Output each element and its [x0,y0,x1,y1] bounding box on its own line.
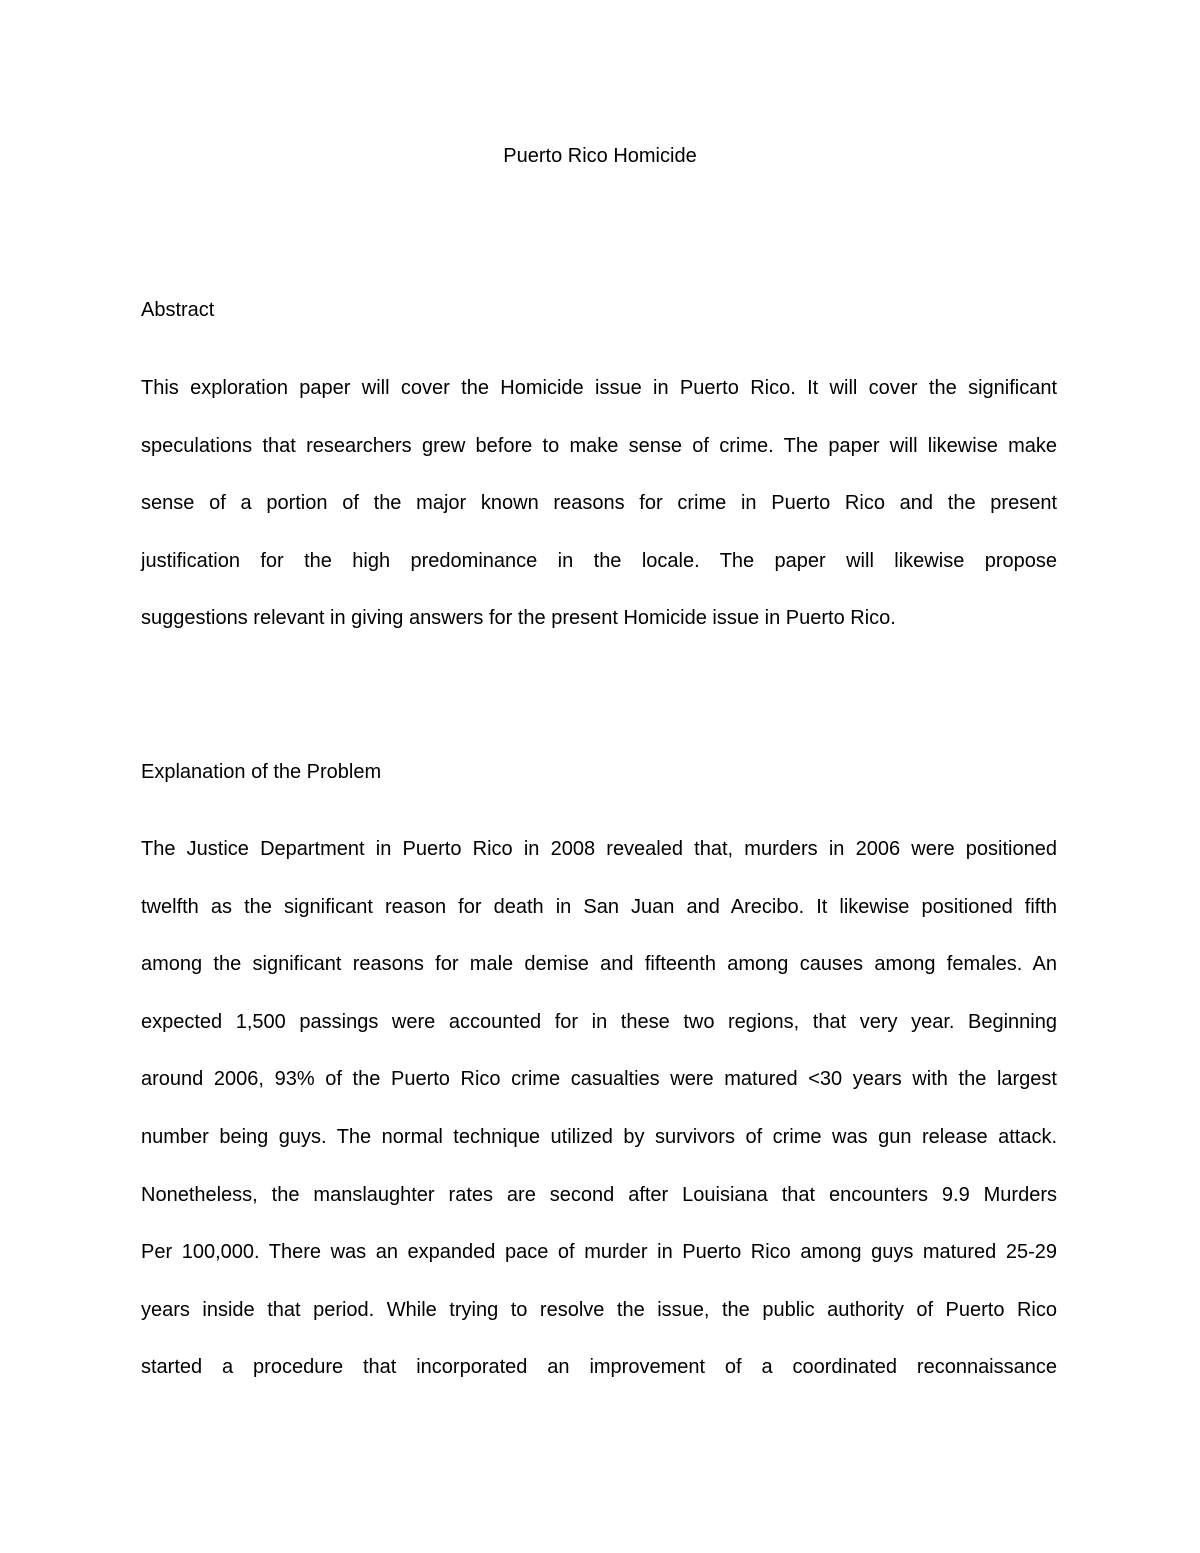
abstract-line: sense of a portion of the major known reasons for crime in Puerto Rico and the present [141,492,1057,514]
problem-line: started a procedure that incorporated an improvement of a coordinated reconnaissance [141,1356,1057,1378]
section-heading-abstract: Abstract [141,299,215,321]
section-heading-problem: Explanation of the Problem [141,761,382,783]
problem-line: The Justice Department in Puerto Rico in 2008 revealed that, murders in 2006 were positioned [141,838,1057,860]
abstract-line: speculations that researchers grew before to make sense of crime. The paper will likewise make [141,435,1057,457]
problem-line: among the significant reasons for male demise and fifteenth among causes among females. An [141,953,1057,975]
problem-line: around 2006, 93% of the Puerto Rico crime casualties were matured <30 years with the largest [141,1068,1057,1090]
problem-line: twelfth as the significant reason for death in San Juan and Arecibo. It likewise positioned fifth [141,896,1057,918]
problem-line: number being guys. The normal technique utilized by survivors of crime was gun release attack. [141,1126,1057,1148]
problem-line: Per 100,000. There was an expanded pace of murder in Puerto Rico among guys matured 25-29 [141,1241,1057,1263]
abstract-line: justification for the high predominance in the locale. The paper will likewise propose [141,550,1057,572]
problem-line: Nonetheless, the manslaughter rates are second after Louisiana that encounters 9.9 Murders [141,1184,1057,1206]
abstract-line: This exploration paper will cover the Homicide issue in Puerto Rico. It will cover the significant [141,377,1057,399]
problem-line: years inside that period. While trying to resolve the issue, the public authority of Puerto Rico [141,1299,1057,1321]
document-title: Puerto Rico Homicide [503,145,697,167]
abstract-line: suggestions relevant in giving answers for the present Homicide issue in Puerto Rico. [141,607,896,629]
problem-line: expected 1,500 passings were accounted for in these two regions, that very year. Beginning [141,1011,1057,1033]
